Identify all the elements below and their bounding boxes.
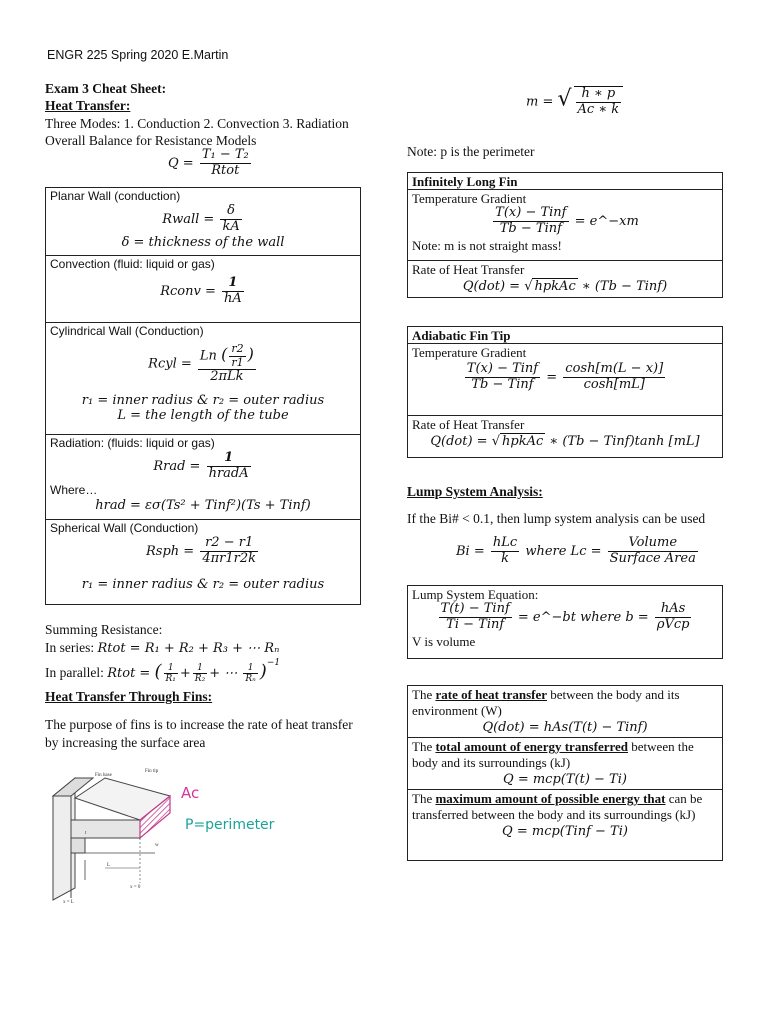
fins-description: The purpose of fins is to increase the rate of heat transfer by increasing the surface area — [45, 717, 353, 750]
energy-table — [407, 685, 723, 861]
lump-condition-text: If the Bi# < 0.1, then lump system analysis can be used — [407, 511, 706, 526]
hrad-equation: hrad = εσ(Ts² + Tinf²)(Ts + Tinf) — [95, 497, 311, 513]
x0-label: x = 0 — [130, 885, 141, 890]
biot-number-equation: Bi = $\frac{\text{hLc}}{k}$ where Lc = $\frac{\text{Volume}}{\text{Surface Area}}$ — [456, 535, 696, 566]
planar-wall-label: Planar Wall (conduction) — [50, 189, 181, 203]
rate-equation: Q(dot) = hAs(T(t) − Tinf) — [482, 720, 648, 735]
radiation-cell — [46, 435, 360, 520]
m-not-mass-note: Note: m is not straight mass! — [412, 237, 562, 253]
infinite-gradient-label: Temperature Gradient — [412, 191, 527, 206]
fin-body — [71, 820, 140, 838]
adiabatic-gradient-equation: $\frac{\text{T(x) − Tinf}}{\text{Tb − Tinf}}$ = $\frac{\cosh[m(L - x)]}{\cosh[mL]}$ — [466, 361, 664, 392]
radiation-equation: Rrad = $\frac{1}{\text{hradA}}$ — [153, 450, 249, 481]
adiabatic-title: Adiabatic Fin Tip — [412, 328, 511, 343]
radiation-label: Radiation: (fluids: liquid or gas) — [50, 436, 215, 450]
infinite-fin-table — [407, 172, 723, 298]
summing-resistance-label: Summing Resistance: — [45, 622, 163, 637]
max-energy-equation: Q = mcp(Tinf − Ti) — [502, 824, 628, 839]
infinite-rate-label: Rate of Heat Transfer — [412, 262, 525, 277]
overall-balance-text: Overall Balance for Resistance Models — [45, 133, 257, 148]
adiabatic-gradient-label: Temperature Gradient — [412, 345, 527, 360]
convection-cell — [46, 256, 360, 323]
spherical-radius-note: r₁ = inner radius & r₂ = outer radius — [81, 576, 325, 592]
cylindrical-wall-label: Cylindrical Wall (Conduction) — [50, 324, 204, 338]
overall-equation: Q = $\frac{\text{T₁ − T₂}}{\text{Rtot}}$ — [168, 147, 249, 178]
total-energy-equation: Q = mcp(T(t) − Ti) — [503, 772, 627, 787]
adiabatic-fin-table — [407, 326, 723, 458]
convection-label: Convection (fluid: liquid or gas) — [50, 257, 215, 271]
adiabatic-rate-equation: Q(dot) = √ hpkAc ∗ (Tb − Tinf)tanh [mL] — [430, 434, 700, 449]
adiabatic-title-cell — [408, 327, 722, 344]
length-label: L — [107, 863, 111, 868]
infinite-fin-title-cell — [408, 173, 722, 190]
lump-equation-box — [407, 585, 723, 659]
total-energy-cell — [408, 738, 722, 790]
max-energy-cell — [408, 790, 722, 860]
convection-equation: Rconv = $\frac{1}{hA}$ — [160, 275, 242, 306]
rate-cell — [408, 686, 722, 738]
cylindrical-radius-note: r₁ = inner radius & r₂ = outer radius — [81, 393, 325, 409]
cylindrical-wall-equation: Rcyl = Ln ( $\frac{r2}{r1}$ ) 2πLk — [148, 342, 254, 385]
xl-label: x = L — [63, 900, 74, 903]
lump-equation: $\frac{\text{T(t) − Tinf}}{\text{Ti − Tinf}}$ = e^−bt where b = $\frac{\text{hAs}}{\text{ρVcp}}$ — [440, 601, 690, 632]
cheat-sheet-title: Exam 3 Cheat Sheet: — [45, 81, 167, 96]
volume-note: V is volume — [412, 633, 476, 649]
fin-figure — [45, 758, 285, 903]
max-energy-description: The maximum amount of possible energy that can be transferred between the body and its surroundings (kJ) — [412, 791, 703, 822]
tube-length-note: L = the length of the tube — [117, 408, 289, 424]
total-energy-description: The total amount of energy transferred between the body and its surroundings (kJ) — [412, 739, 694, 770]
resistance-table — [45, 187, 361, 605]
three-modes-text: Three Modes: 1. Conduction 2. Convection 3. Radiation — [45, 116, 349, 131]
thickness-label: t — [85, 831, 87, 836]
lump-system-heading: Lump System Analysis: — [407, 484, 543, 499]
adiabatic-rate-cell — [408, 416, 722, 457]
infinite-gradient-cell — [408, 190, 722, 261]
lump-equation-label: Lump System Equation: — [412, 587, 539, 602]
planar-wall-note: δ = thickness of the wall — [121, 234, 285, 250]
series-line: In series: Rtot = R₁ + R₂ + R₃ + ⋯ Rₙ — [45, 640, 280, 656]
ac-handwritten-label: Ac — [181, 784, 200, 802]
parallel-line: In parallel: Rtot = ( $\frac{1}{\text{R₁}}$ + $\frac{1}{\text{R₂}}$ + ⋯ $\frac{1}{\text{Rₙ}}$ )$^{-1}$ — [45, 658, 281, 684]
planar-wall-cell — [46, 188, 360, 256]
rate-description: The rate of heat transfer between the body and its environment (W) — [412, 687, 680, 718]
infinite-fin-title: Infinitely Long Fin — [412, 174, 518, 189]
perimeter-note: Note: p is the perimeter — [407, 144, 535, 159]
cylindrical-wall-cell — [46, 323, 360, 435]
fin-tip-label: Fin tip — [145, 769, 159, 774]
width-label: w — [155, 843, 159, 848]
adiabatic-rate-label: Rate of Heat Transfer — [412, 417, 525, 432]
m-equation: m = √ $\frac{h ∗ p}{Ac ∗ k}$ — [526, 86, 625, 118]
infinite-gradient-equation: $\frac{\text{T(x) − Tinf}}{\text{Tb − Tinf}}$ = e^−xm — [495, 205, 639, 236]
fins-heading: Heat Transfer Through Fins: — [45, 689, 213, 704]
document-header: ENGR 225 Spring 2020 E.Martin — [47, 48, 229, 62]
spherical-wall-label: Spherical Wall (Conduction) — [50, 521, 199, 535]
spherical-wall-equation: Rsph = $\frac{r2 - r1}{4\pi r1r2k}$ — [146, 535, 256, 566]
planar-wall-equation: Rwall = $\frac{\delta}{kA}$ — [162, 203, 240, 234]
adiabatic-gradient-cell — [408, 344, 722, 416]
fin-base-label: Fin base — [95, 773, 112, 778]
infinite-rate-cell — [408, 261, 722, 297]
infinite-rate-equation: Q(dot) = √ hpkAc ∗ (Tb − Tinf) — [462, 279, 668, 294]
spherical-wall-cell — [46, 520, 360, 604]
radiation-where: Where… — [50, 482, 98, 497]
perimeter-handwritten-label: P=perimeter — [185, 817, 275, 833]
heat-transfer-heading: Heat Transfer: — [45, 98, 131, 113]
